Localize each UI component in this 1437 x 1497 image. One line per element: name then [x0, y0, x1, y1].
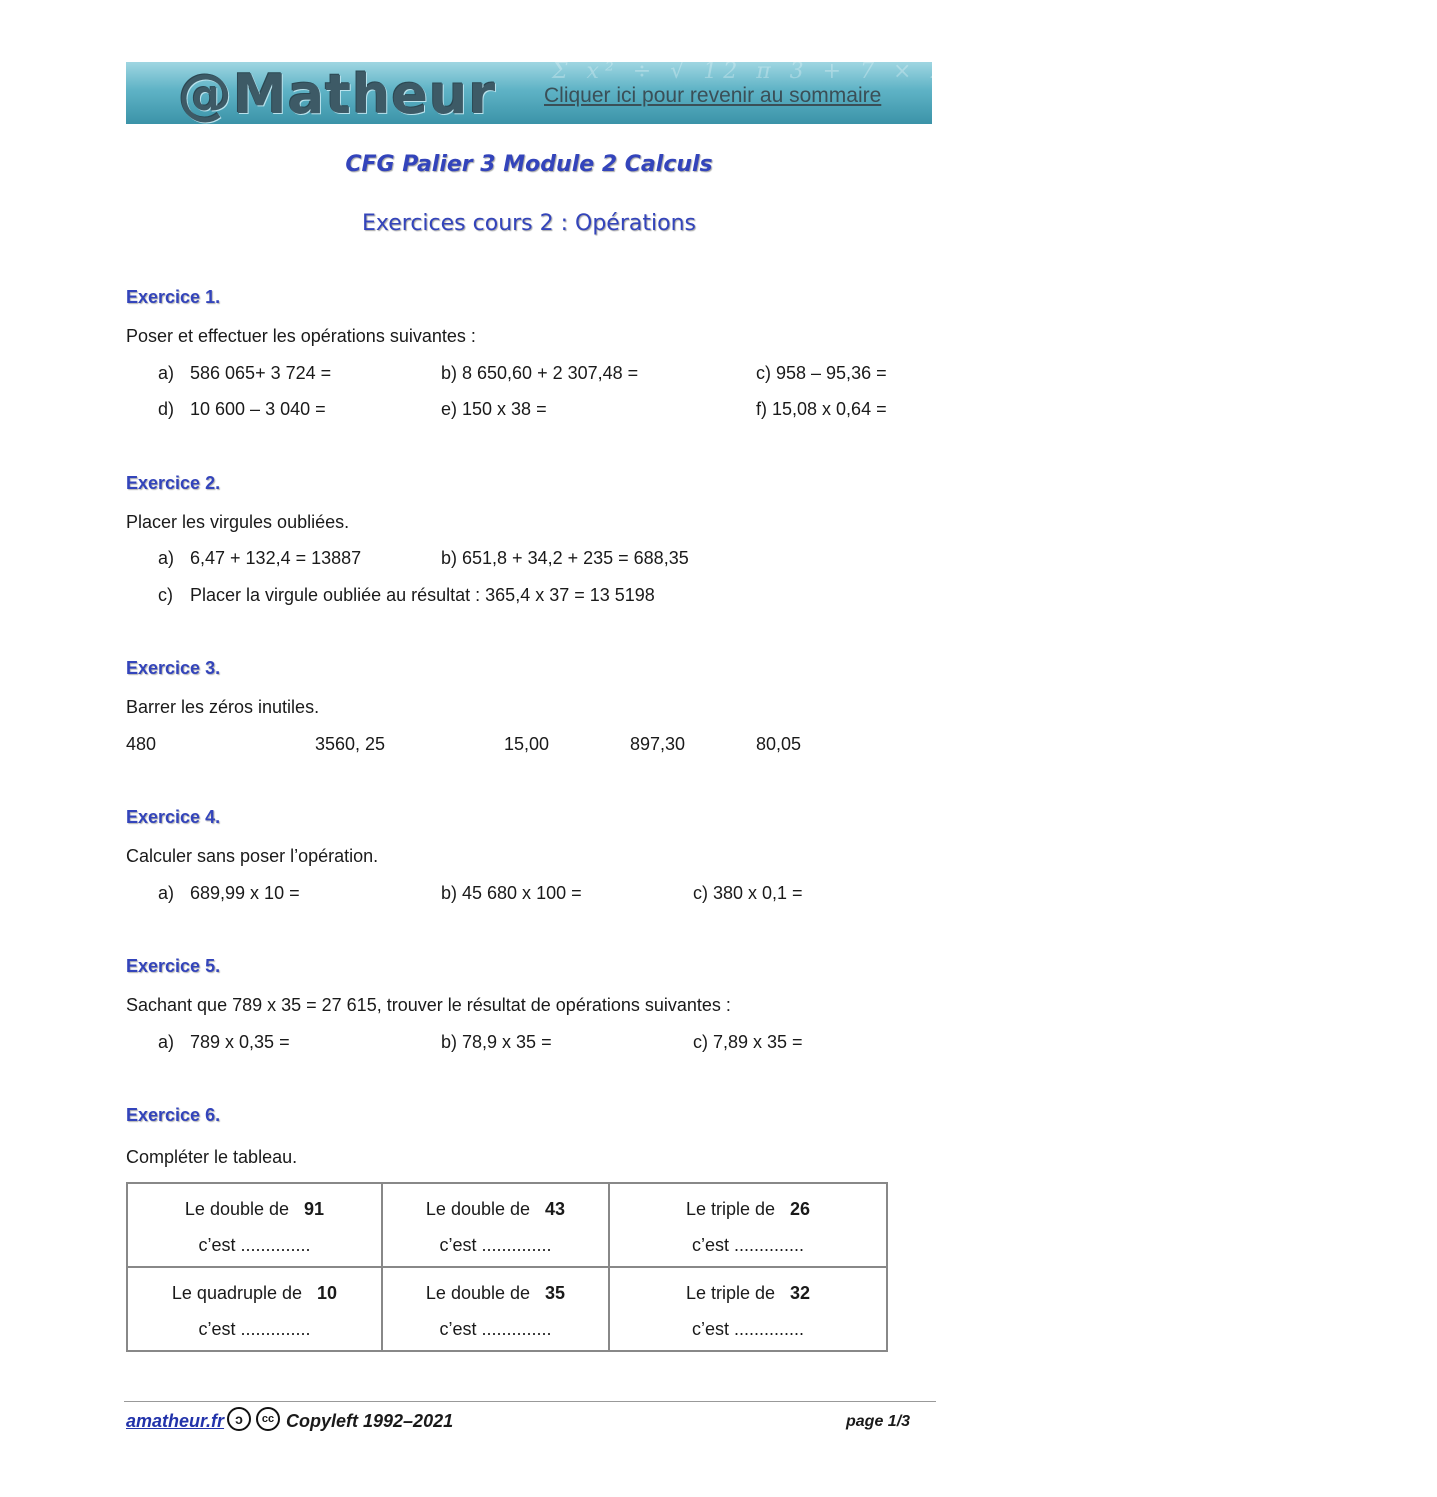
exercise-5-b: b) 78,9 x 35 = — [441, 1032, 552, 1052]
exercise-3-value: 3560, 25 — [315, 734, 386, 754]
exercise-5-instruction: Sachant que 789 x 35 = 27 615, trouver le résultat de opérations suivantes : — [126, 995, 731, 1015]
exercise-4-b: b) 45 680 x 100 = — [441, 883, 582, 903]
exercise-4-a: 689,99 x 10 = — [190, 883, 300, 903]
exercise-5-c: c) 7,89 x 35 = — [693, 1032, 803, 1052]
exercise-1-instruction: Poser et effectuer les opérations suivantes : — [126, 326, 476, 346]
exercise-3-title: Exercice 3. — [126, 658, 221, 678]
exercise-3-value: 480 — [126, 734, 157, 754]
exercise-2-a-label: a) — [158, 548, 175, 568]
exercise-4-a-label: a) — [158, 883, 175, 903]
cell-number: 10 — [317, 1283, 338, 1303]
exercise-2-a: 6,47 + 132,4 = 13887 — [190, 548, 362, 568]
cell-text: Le double de — [425, 1283, 531, 1303]
cell-answer: c’est .............. — [691, 1319, 805, 1339]
cell-answer: c’est .............. — [198, 1319, 311, 1339]
exercise-1-b: b) 8 650,60 + 2 307,48 = — [441, 363, 639, 383]
page-subtitle: Exercices cours 2 : Opérations — [362, 211, 696, 236]
exercise-2-c: Placer la virgule oubliée au résultat : 365,4 x 37 = 13 5198 — [190, 585, 655, 605]
exercise-3-value: 897,30 — [630, 734, 686, 754]
exercise-1-c: c) 958 – 95,36 = — [756, 363, 887, 383]
cell-answer: c’est .............. — [439, 1235, 552, 1255]
cell-text: Le quadruple de — [171, 1283, 303, 1303]
exercise-6-instruction: Compléter le tableau. — [126, 1147, 298, 1167]
table-cell — [382, 1183, 609, 1267]
home-link[interactable]: Cliquer ici pour revenir au sommaire — [544, 84, 882, 107]
copyleft-icon: ɔ — [227, 1407, 251, 1431]
exercise-1-d: 10 600 – 3 040 = — [190, 399, 326, 419]
table-cell — [127, 1267, 382, 1351]
exercise-5-title: Exercice 5. — [126, 956, 221, 976]
table-row — [127, 1267, 887, 1351]
cell-answer: c’est .............. — [198, 1235, 311, 1255]
table-row — [127, 1183, 887, 1267]
site-logo: @Matheur — [178, 63, 497, 126]
page-number: page 1/3 — [846, 1413, 911, 1430]
creative-commons-icon: cc — [256, 1407, 280, 1431]
exercise-2-instruction: Placer les virgules oubliées. — [126, 512, 350, 532]
exercise-4-c: c) 380 x 0,1 = — [693, 883, 803, 903]
exercise-3-instruction: Barrer les zéros inutiles. — [126, 697, 320, 717]
exercise-6-table — [126, 1182, 888, 1352]
cell-answer: c’est .............. — [439, 1319, 552, 1339]
footer-copyright: Copyleft 1992–2021 — [286, 1411, 454, 1431]
banner-decoration: Σ x² ÷ √ 12 π 3 + 7 × 2 = ∞ 5 ≠ 8 % 9 ∑ 4 7 x ÷ 2 4 — [552, 59, 1437, 84]
exercise-3-value: 80,05 — [756, 734, 802, 754]
exercise-4-title: Exercice 4. — [126, 807, 221, 827]
exercise-1-title: Exercice 1. — [126, 287, 221, 307]
exercise-5-a-label: a) — [158, 1032, 175, 1052]
exercise-2-title: Exercice 2. — [126, 473, 221, 493]
cell-text: Le triple de — [685, 1199, 775, 1219]
exercise-1-a: 586 065+ 3 724 = — [190, 363, 332, 383]
cell-number: 32 — [790, 1283, 811, 1303]
table-cell — [609, 1267, 887, 1351]
exercise-1-d-label: d) — [158, 399, 175, 419]
cell-text: Le double de — [184, 1199, 290, 1219]
exercise-1-e: e) 150 x 38 = — [441, 399, 547, 419]
cell-number: 91 — [304, 1199, 325, 1219]
exercise-1-a-label: a) — [158, 363, 175, 383]
cell-answer: c’est .............. — [691, 1235, 805, 1255]
exercise-5-a: 789 x 0,35 = — [190, 1032, 290, 1052]
footer-divider — [124, 1401, 936, 1402]
table-cell — [609, 1183, 887, 1267]
cell-text: Le triple de — [685, 1283, 775, 1303]
exercise-6-title: Exercice 6. — [126, 1105, 221, 1125]
exercise-1-f: f) 15,08 x 0,64 = — [756, 399, 887, 419]
table-cell — [127, 1183, 382, 1267]
table-cell — [382, 1267, 609, 1351]
exercise-3-value: 15,00 — [504, 734, 550, 754]
cell-number: 35 — [545, 1283, 566, 1303]
exercise-2-b: b) 651,8 + 34,2 + 235 = 688,35 — [441, 548, 689, 568]
footer-site-link[interactable]: amatheur.fr — [126, 1411, 225, 1431]
cell-number: 43 — [545, 1199, 566, 1219]
exercise-4-instruction: Calculer sans poser l’opération. — [126, 846, 379, 866]
cell-text: Le double de — [425, 1199, 531, 1219]
cell-number: 26 — [790, 1199, 811, 1219]
page-title: CFG Palier 3 Module 2 Calculs — [345, 152, 713, 177]
exercise-2-c-label: c) — [158, 585, 173, 605]
